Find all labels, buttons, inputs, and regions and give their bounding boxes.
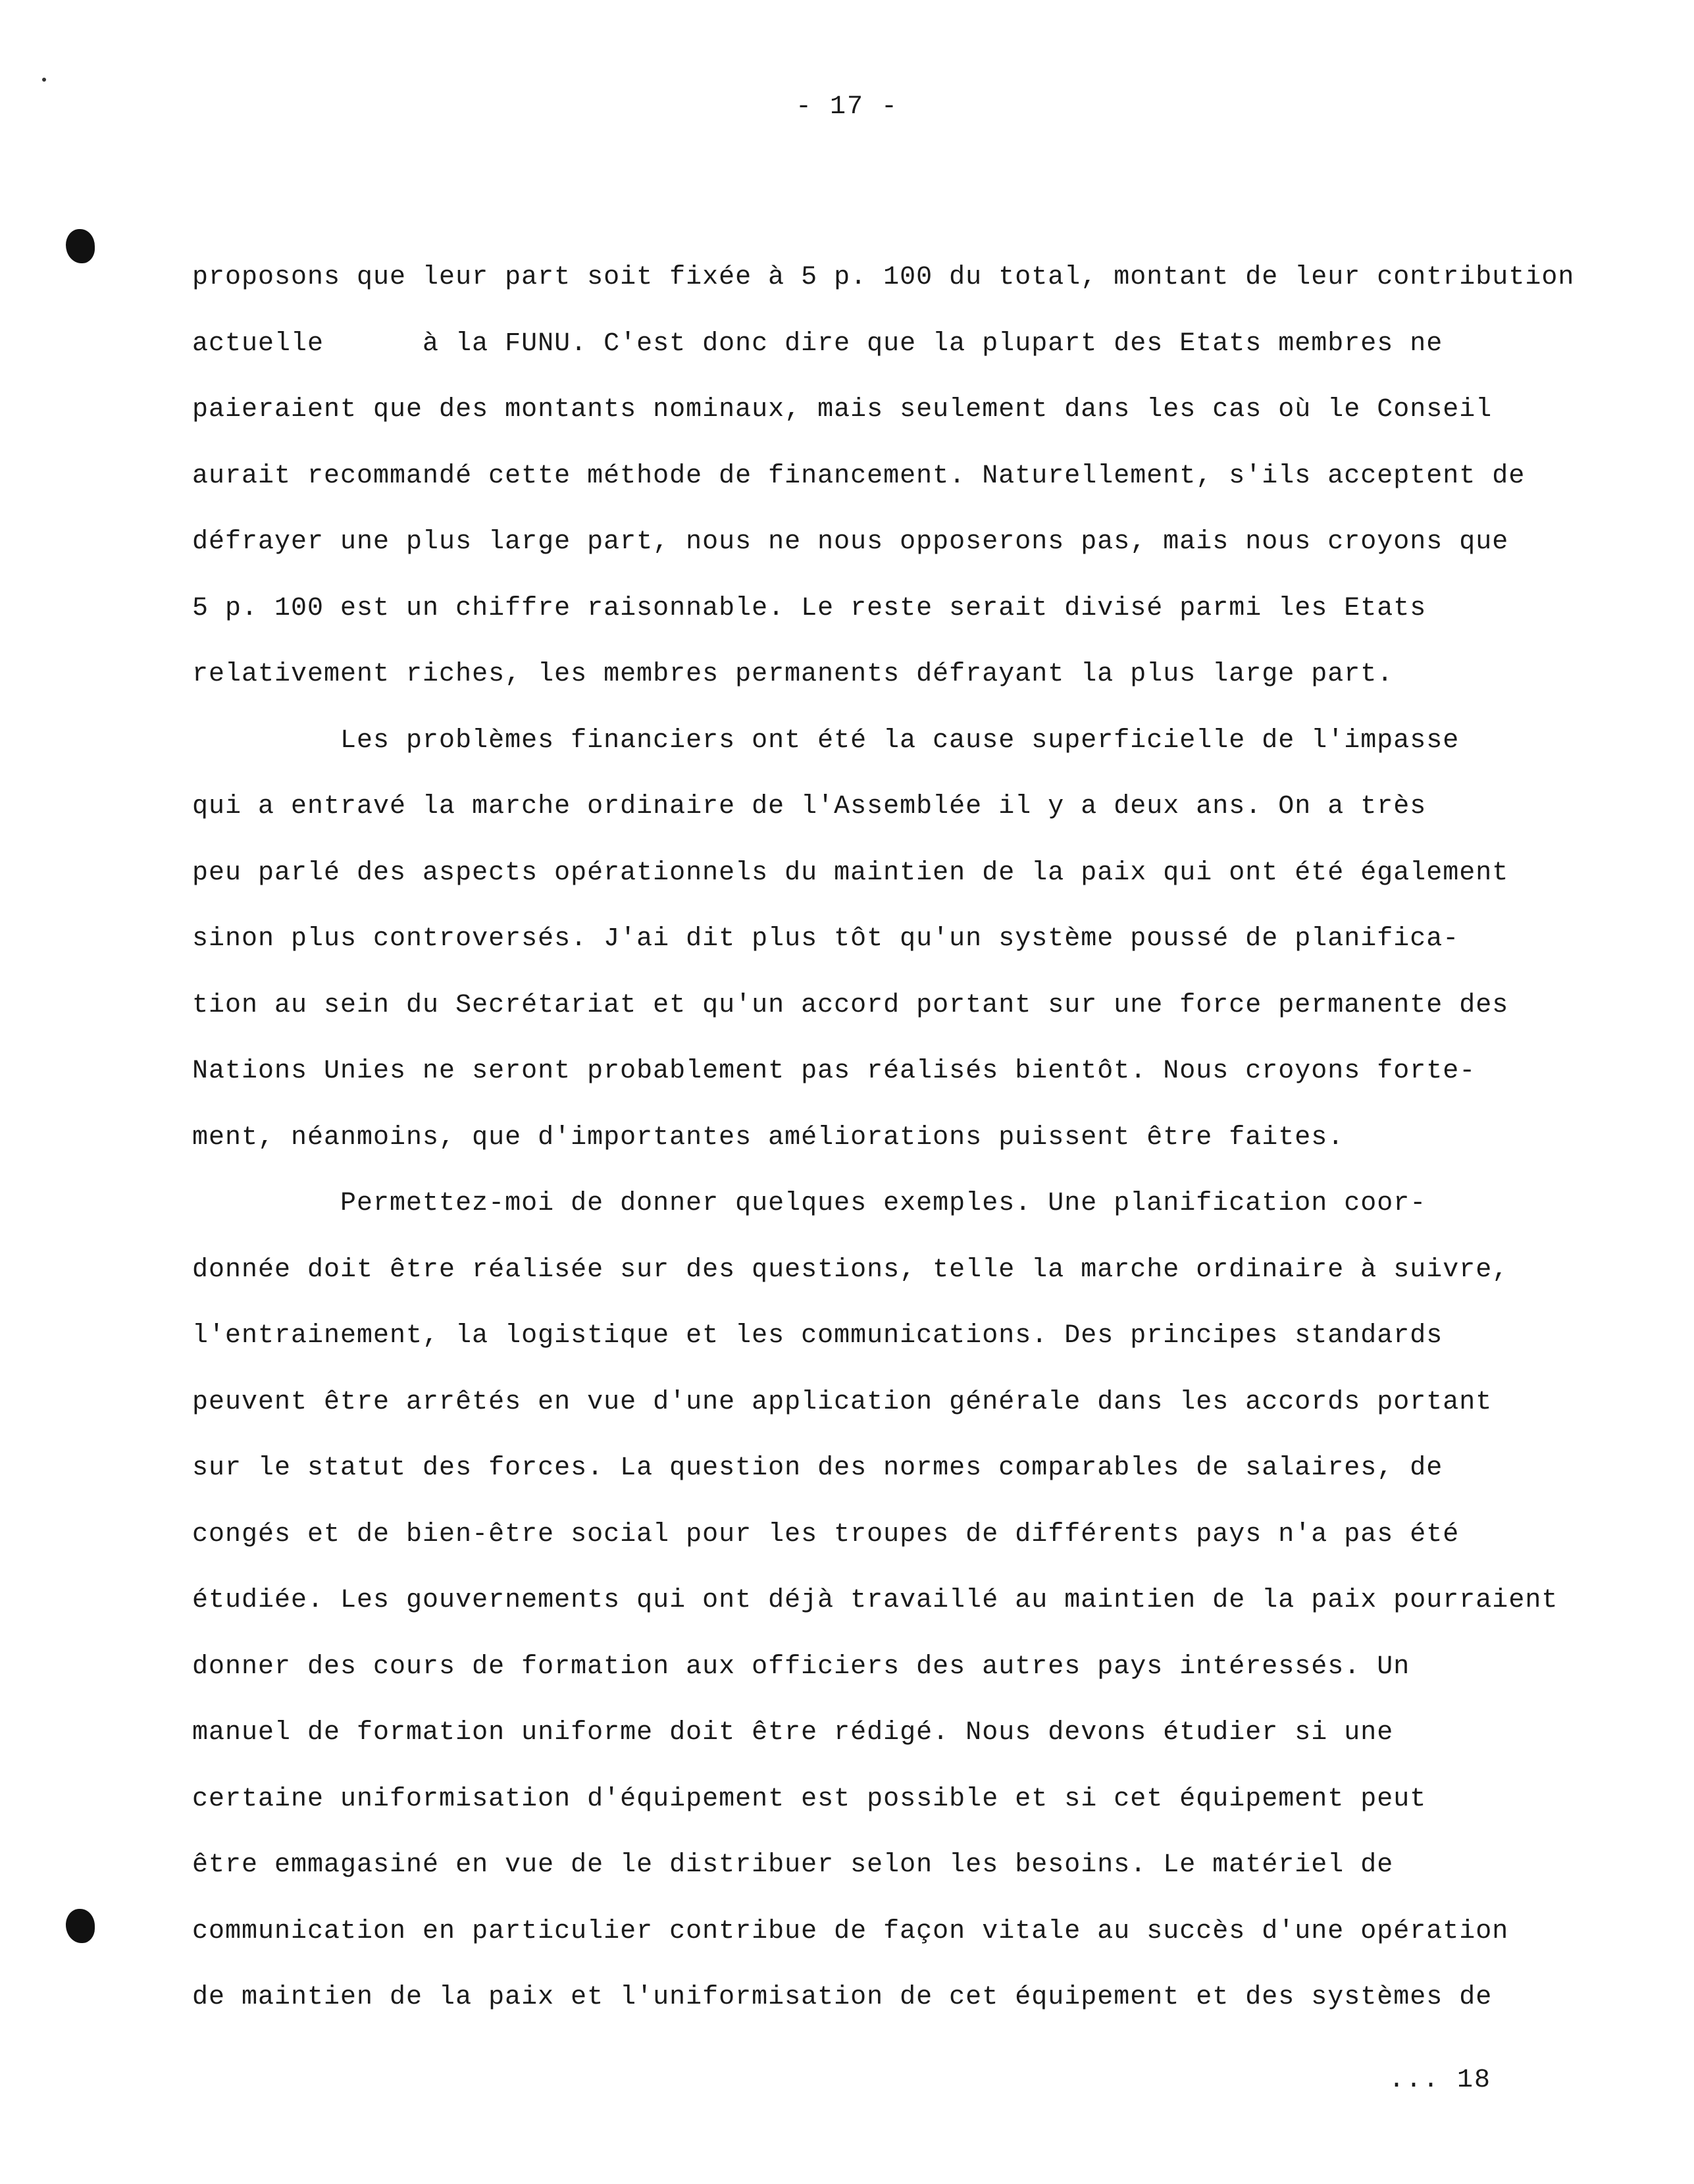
text-line: aurait recommandé cette méthode de financement. Naturellement, s'ils acceptent de bbox=[192, 461, 1526, 491]
text-line: tion au sein du Secrétariat et qu'un accord portant sur une force permanente des bbox=[192, 990, 1509, 1020]
text-line: peuvent être arrêtés en vue d'une application générale dans les accords portant bbox=[192, 1387, 1493, 1417]
text-line: ment, néanmoins, que d'importantes améliorations puissent être faites. bbox=[192, 1122, 1345, 1153]
hole-punch-mark-bottom bbox=[66, 1909, 95, 1943]
text-line: congés et de bien-être social pour les troupes de différents pays n'a pas été bbox=[192, 1519, 1460, 1549]
text-line: défrayer une plus large part, nous ne nous opposerons pas, mais nous croyons que bbox=[192, 527, 1509, 557]
text-line: l'entrainement, la logistique et les communications. Des principes standards bbox=[192, 1321, 1443, 1351]
text-line: paieraient que des montants nominaux, mais seulement dans les cas où le Conseil bbox=[192, 395, 1493, 425]
text-line: donnée doit être réalisée sur des questions, telle la marche ordinaire à suivre, bbox=[192, 1255, 1509, 1285]
hole-punch-mark-top bbox=[66, 229, 95, 263]
text-line: qui a entravé la marche ordinaire de l'Assemblée il y a deux ans. On a très bbox=[192, 792, 1427, 821]
text-line: de maintien de la paix et l'uniformisation de cet équipement et des systèmes de bbox=[192, 1983, 1493, 2012]
text-line: peu parlé des aspects opérationnels du maintien de la paix qui ont été également bbox=[192, 858, 1509, 888]
text-line: 5 p. 100 est un chiffre raisonnable. Le reste serait divisé parmi les Etats bbox=[192, 593, 1427, 623]
text-line: Nations Unies ne seront probablement pas réalisés bientôt. Nous croyons forte- bbox=[192, 1056, 1476, 1086]
text-line: Les problèmes financiers ont été la cause superficielle de l'impasse bbox=[192, 725, 1460, 756]
text-line: être emmagasiné en vue de le distribuer selon les besoins. Le matériel de bbox=[192, 1850, 1394, 1880]
text-line: étudiée. Les gouvernements qui ont déjà travaillé au maintien de la paix pourraient bbox=[192, 1586, 1558, 1615]
text-line: sinon plus controversés. J'ai dit plus tôt qu'un système poussé de planifica- bbox=[192, 924, 1460, 954]
continuation-marker: ... 18 bbox=[1389, 2066, 1492, 2095]
text-line: actuelle à la FUNU. C'est donc dire que la plupart des Etats membres ne bbox=[192, 328, 1443, 359]
text-line: manuel de formation uniforme doit être rédigé. Nous devons étudier si une bbox=[192, 1718, 1394, 1748]
text-line: relativement riches, les membres permanents défrayant la plus large part. bbox=[192, 660, 1394, 689]
page-number: - 17 - bbox=[795, 92, 899, 122]
text-line: Permettez-moi de donner quelques exemples. Une planification coor- bbox=[192, 1189, 1427, 1218]
paper-speck bbox=[42, 78, 46, 82]
text-line: proposons que leur part soit fixée à 5 p. 100 du total, montant de leur contribution bbox=[192, 263, 1575, 292]
body-text bbox=[192, 245, 1587, 2031]
text-line: certaine uniformisation d'équipement est possible et si cet équipement peut bbox=[192, 1784, 1427, 1814]
text-line: communication en particulier contribue de façon vitale au succès d'une opération bbox=[192, 1916, 1509, 1946]
text-line: sur le statut des forces. La question des normes comparables de salaires, de bbox=[192, 1453, 1443, 1483]
text-line: donner des cours de formation aux officiers des autres pays intéressés. Un bbox=[192, 1651, 1410, 1682]
